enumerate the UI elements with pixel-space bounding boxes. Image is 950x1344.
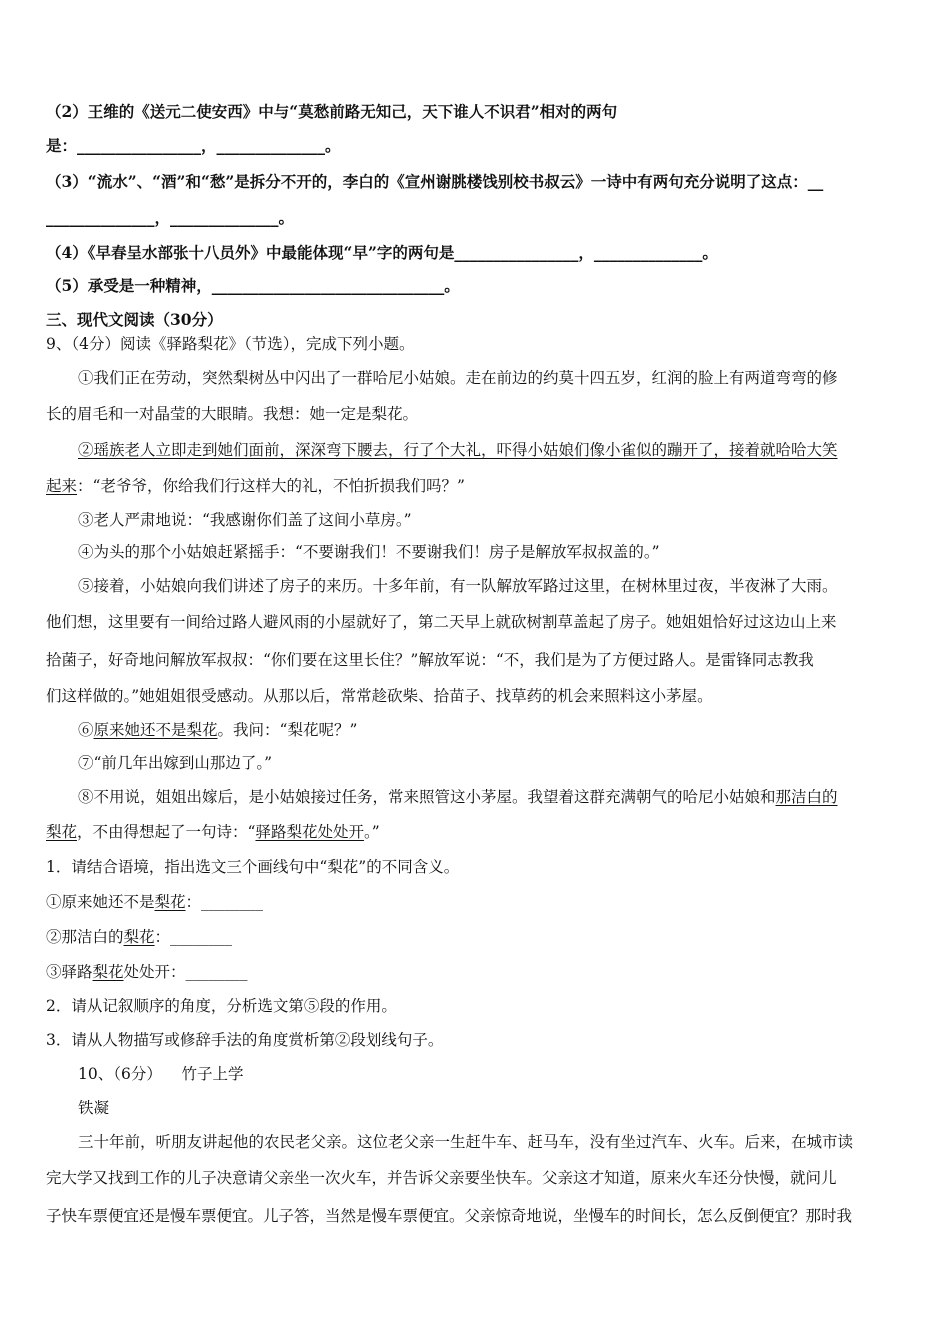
- p8-underlined-3: 驿路梨花处处开: [255, 823, 364, 841]
- p8-underlined-2: 梨花: [46, 823, 78, 841]
- p6-underlined: 原来她还不是梨花: [93, 721, 218, 739]
- p2-line1: ②瑶族老人立即走到她们面前，深深弯下腰去，行了个大礼，吓得小姑娘们像小雀似的蹦开了，接着就哈哈大笑: [78, 441, 838, 459]
- p1-line2: 长的眉毛和一对晶莹的大眼睛。我想：她一定是梨花。: [46, 405, 419, 423]
- sub-question-1a: [46, 892, 263, 912]
- p8-line1: [78, 787, 838, 807]
- sub1b-blank: ：________: [154, 928, 233, 946]
- p8-end: 。”: [363, 823, 380, 841]
- p5-line4: 们这样做的。”她姐姐很受感动。从那以后，常常趁砍柴、拾苗子、找草药的机会来照料这小茅屋。: [46, 687, 713, 705]
- sub1a-pre: ①原来她还不是: [46, 893, 155, 911]
- p5-line2: 他们想，这里要有一间给过路人避风雨的小屋就好了，第二天早上就砍树割草盖起了房子。她姐姐恰好过这边山上来: [46, 613, 837, 631]
- p6-prefix: ⑥: [78, 721, 94, 739]
- p5-line3: 拾菌子，好奇地问解放军叔叔：“你们要在这里长住？”解放军说：“不，我们是为了方便过路人。是雷锋同志教我: [46, 651, 814, 669]
- q4-line: （4）《早春呈水部张十八员外》中最能体现“早”字的两句是________________，______________。: [46, 243, 718, 262]
- sub-question-3: 3．请从人物描写或修辞手法的角度赏析第②段划线句子。: [46, 1031, 444, 1049]
- q2-line1: （2）王维的《送元二使安西》中与“莫愁前路无知己，天下谁人不识君”相对的两句: [46, 102, 618, 121]
- p8-line2: [46, 822, 380, 842]
- sub-question-2: 2．请从记叙顺序的角度，分析选文第⑤段的作用。: [46, 997, 397, 1015]
- q10-title: 10、（6分） 竹子上学: [78, 1065, 244, 1083]
- q9-intro: 9、（4分）阅读《驿路梨花》（节选），完成下列小题。: [46, 335, 415, 353]
- q10-author: 铁凝: [78, 1099, 110, 1117]
- q5-line: （5）承受是一种精神，______________________________。: [46, 276, 460, 295]
- sub1c-pre: ③驿路: [46, 963, 93, 981]
- p8-underlined-1: 那洁白的: [775, 788, 838, 806]
- p8-text: ⑧不用说，姐姐出嫁后，是小姑娘接过任务，常来照管这小茅屋。我望着这群充满朝气的哈尼小姑娘和: [78, 788, 776, 806]
- p6-rest: 。我问：“梨花呢？”: [217, 721, 358, 739]
- sub1b-pre: ②那洁白的: [46, 928, 124, 946]
- sub1a-blank: ：________: [185, 893, 264, 911]
- q3-line2: ______________，______________。: [46, 208, 295, 227]
- p7-line: ⑦“前几年出嫁到山那边了。”: [78, 754, 273, 772]
- p4-line: ④为头的那个小姑娘赶紧摇手：“不要谢我们！不要谢我们！房子是解放军叔叔盖的。”: [78, 543, 660, 561]
- p5-line1: ⑤接着，小姑娘向我们讲述了房子的来历。十多年前，有一队解放军路过这里，在树林里过夜，半夜淋了大雨。: [78, 577, 838, 595]
- sub1a-underlined: 梨花: [154, 893, 186, 911]
- sub-question-1b: [46, 927, 232, 947]
- sub1c-underlined: 梨花: [92, 963, 124, 981]
- q10-para-line2: 完大学又找到工作的儿子决意请父亲坐一次火车，并告诉父亲要坐快车。父亲这才知道，原来火车还分快慢，就问儿: [46, 1169, 837, 1187]
- p3-line: ③老人严肃地说：“我感谢你们盖了这间小草房。”: [78, 511, 412, 529]
- p6-line: [78, 720, 357, 740]
- q2-line2: 是：________________，______________。: [46, 136, 341, 155]
- p2-line2: [46, 476, 465, 496]
- q10-para-line3: 子快车票便宜还是慢车票便宜。儿子答，当然是慢车票便宜。父亲惊奇地说，坐慢车的时间长，怎么反倒便宜？那时我: [46, 1207, 853, 1225]
- p2-underlined: 起来: [46, 477, 78, 495]
- q3-line1: （3）“流水”、“酒”和“愁”是拆分不开的，李白的《宣州谢朓楼饯别校书叔云》一诗中有两句充分说明了这点：__: [46, 172, 824, 191]
- p8-mid: ，不由得想起了一句诗：“: [77, 823, 256, 841]
- section-heading: 三、现代文阅读（30分）: [46, 310, 223, 329]
- p1-line1: ①我们正在劳动，突然梨树丛中闪出了一群哈尼小姑娘。走在前边的约莫十四五岁，红润的脸上有两道弯弯的修: [78, 369, 838, 387]
- sub1c-blank: 处处开：________: [123, 963, 248, 981]
- p2-rest: ：“老爷爷，你给我们行这样大的礼，不怕折损我们吗？”: [77, 477, 465, 495]
- sub-question-1c: [46, 962, 248, 982]
- sub1b-underlined: 梨花: [123, 928, 155, 946]
- q10-para-line1: 三十年前，听朋友讲起他的农民老父亲。这位老父亲一生赶牛车、赶马车，没有坐过汽车、火车。后来，在城市读: [78, 1133, 854, 1151]
- sub-question-1: 1．请结合语境，指出选文三个画线句中“梨花”的不同含义。: [46, 858, 460, 876]
